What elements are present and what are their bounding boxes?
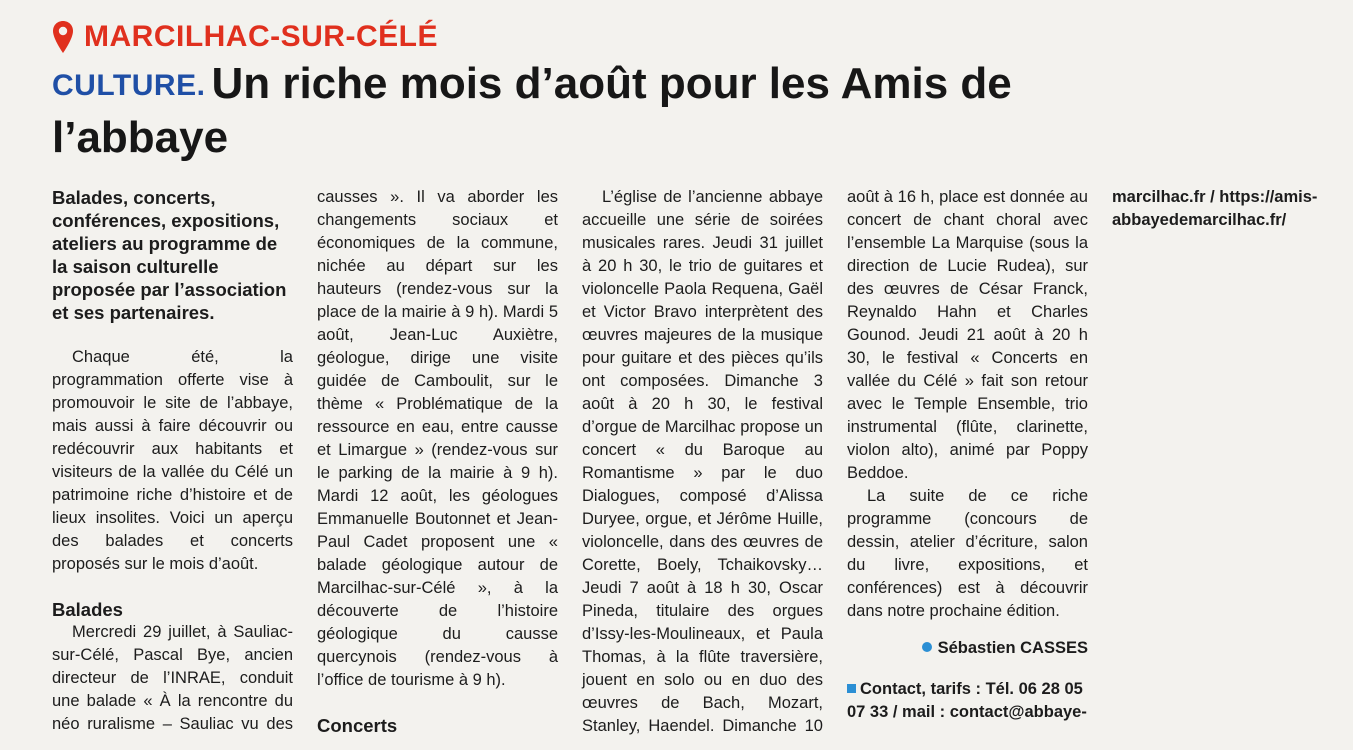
closing-paragraph: La suite de ce riche programme (concours de dessin, atelier d’écriture, salon du livre, expositions, et conférences) est à découvrir dans notre prochaine édition.: [847, 487, 1088, 620]
contact-text: Contact, tarifs : Tél. 06 28 05 07 33 / mail : contact@abbaye-marcilhac.fr / https://amis-abbayedemarcilhac.fr/: [847, 188, 1318, 721]
article-body: [52, 186, 1318, 741]
headline-text: Un riche mois d’août pour les Amis de l’abbaye: [52, 59, 1012, 162]
author-name: Sébastien CASSES: [937, 639, 1088, 657]
section-kicker: CULTURE.: [52, 69, 206, 102]
concerts-paragraph: L’église de l’ancienne abbaye accueille une série de soirées musicales rares. Jeudi 31 juillet à 20 h 30, le trio de guitares et violoncelle Paola Requena, Gaël et Victor Bravo interprètent des œuvres majeures de la musique pour guitare et des pièces qu’ils ont composées. Dimanche 3 août à 20 h 30, le festival d’orgue de Marcilhac propose un concert « du Baroque au Romantisme » par le duo Dialogues, composé d’Alissa Duryee, orgue, et Jérôme Huille, violoncelle, dans des œuvres de Corette, Boely, Tchaikovsky… Jeudi 7 août à 18 h 30, Oscar Pineda, titulaire des orgues d’Issy-les-Moulineaux, et Paula Thomas, à la flûte traversière, jouent en solo ou en duo des œuvres de Bach, Mozart, Stanley, Haendel. Dimanche 10 août à 16 h, place est donnée au concert de chant choral avec l’ensemble La Marquise (sous la direction de Lucie Rudea), sur des œuvres de César Franck, Reynaldo Hahn et Charles Gounod. Jeudi 21 août à 20 h 30, le festival « Concerts en vallée du Célé » fait son retour avec le Temple Ensemble, trio instrumental (flûte, clarinette, violon alto), animé par Poppy Beddoe.: [582, 188, 1088, 735]
balades-paragraph: Mercredi 29 juillet, à Sauliac-sur-Célé, Pascal Bye, ancien directeur de l’INRAE, conduit une balade « À la rencontre du néo ruralisme – Sauliac vu des causses ». Il va aborder les changements sociaux et économiques de la commune, nichée au départ sur les hauteurs (rendez-vous sur la place de la mairie à 9 h). Mardi 5 août, Jean-Luc Auxiètre, géologue, dirige une visite guidée de Camboulit, sur le thème « Problématique de la ressource en eau, entre causse et Limargue » (rendez-vous sur le parking de la mairie à 9 h). Mardi 12 août, les géologues Emmanuelle Boutonnet et Jean-Paul Cadet proposent une « balade géologique autour de Marcilhac-sur-Célé », à la découverte de l’histoire géologique du causse quercynois (rendez-vous à l’office de tourisme à 9 h).: [52, 188, 558, 733]
lede-paragraph: Balades, concerts, conférences, expositions, ateliers au programme de la saison culturelle proposée par l’association et ses partenaires.: [52, 187, 287, 323]
headline: [52, 58, 1092, 164]
balades-heading: Balades: [52, 599, 123, 620]
concerts-heading: Concerts: [317, 715, 398, 736]
square-bullet-icon: [847, 684, 856, 693]
intro-paragraph: Chaque été, la programmation offerte vise à promouvoir le site de l’abbaye, mais aussi à faire découvrir ou redécouvrir aux habitants et visiteurs de la vallée du Célé un patrimoine riche d’histoire et de lieux insolites. Voici un aperçu des balades et concerts proposés sur le mois d’août.: [52, 348, 293, 573]
bullet-icon: [922, 642, 932, 652]
location-name: MARCILHAC-SUR-CÉLÉ: [84, 20, 438, 53]
location-header: [52, 18, 438, 56]
author-byline: [847, 637, 1088, 660]
map-pin-icon: [52, 20, 74, 54]
